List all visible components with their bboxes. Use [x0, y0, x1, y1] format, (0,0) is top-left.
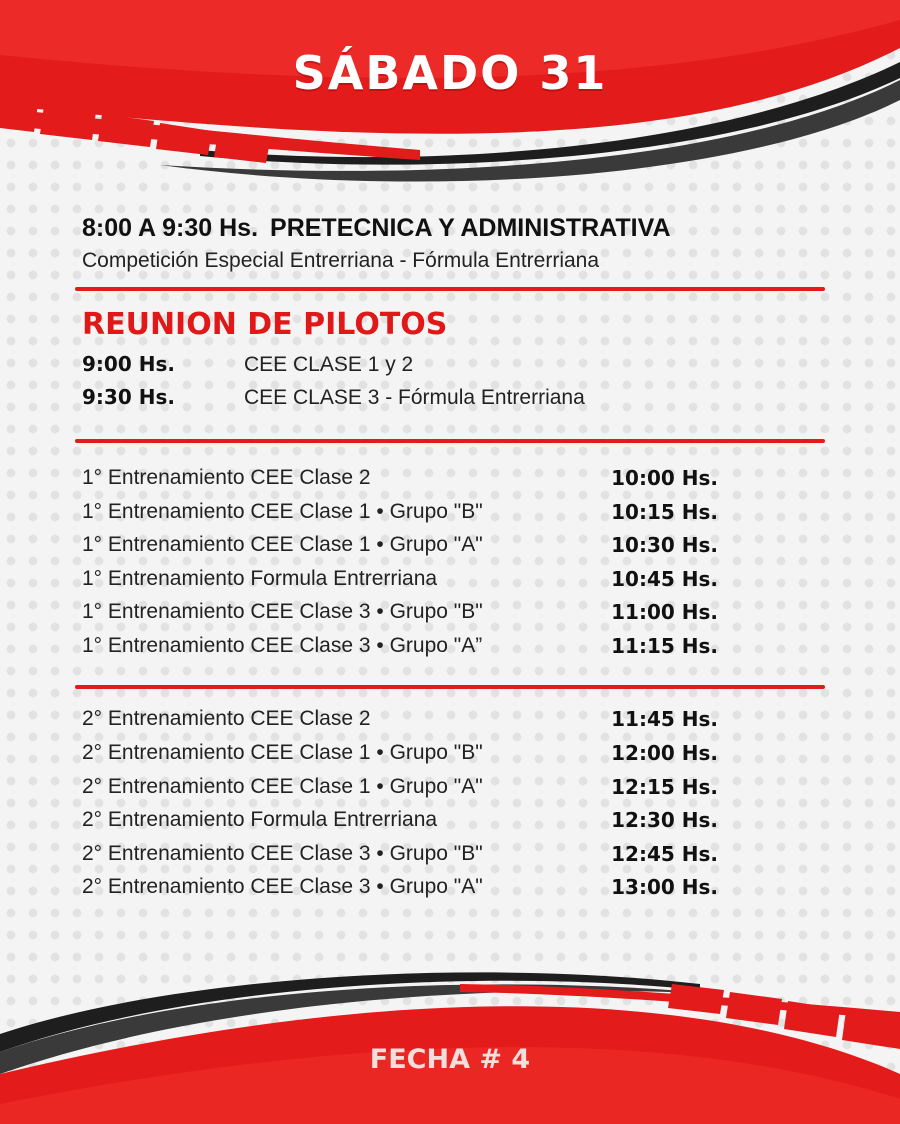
session-name: 2° Entrenamiento CEE Clase 1 • Grupo "B"	[82, 741, 483, 764]
schedule-row	[82, 808, 718, 838]
session-time: 12:00 Hs.	[611, 741, 718, 765]
header-decoration	[0, 0, 900, 215]
reunion-time: 9:00 Hs.	[82, 352, 175, 376]
session-name: 1° Entrenamiento CEE Clase 1 • Grupo "A"	[82, 533, 483, 556]
session-name: 1° Entrenamiento Formula Entrerriana	[82, 567, 438, 590]
session-time: 10:45 Hs.	[611, 567, 718, 591]
session-name: 2° Entrenamiento CEE Clase 1 • Grupo "A"	[82, 775, 483, 798]
reunion-desc: CEE CLASE 3 - Fórmula Entrerriana	[244, 386, 585, 409]
divider	[75, 287, 825, 291]
schedule-row	[82, 741, 718, 771]
session-time: 12:15 Hs.	[611, 775, 718, 799]
page-title: SÁBADO 31	[292, 46, 608, 100]
session-name: 1° Entrenamiento CEE Clase 1 • Grupo "B"	[82, 500, 483, 523]
footer-title: FECHA # 4	[369, 1044, 531, 1075]
schedule-row	[82, 600, 718, 630]
session-time: 12:45 Hs.	[611, 842, 718, 866]
reunion-desc: CEE CLASE 1 y 2	[244, 353, 414, 376]
reunion-title: REUNION DE PILOTOS	[82, 307, 448, 342]
session-name: 1° Entrenamiento CEE Clase 3 • Grupo "A”	[82, 634, 483, 657]
schedule-row	[82, 500, 718, 530]
session-name: 2° Entrenamiento CEE Clase 3 • Grupo "A"	[82, 875, 483, 898]
schedule-row	[82, 634, 718, 664]
session-time: 12:30 Hs.	[611, 808, 718, 832]
schedule-row	[82, 875, 718, 905]
session-time: 11:45 Hs.	[611, 707, 718, 731]
session-time: 10:00 Hs.	[611, 466, 718, 490]
admin-time: 8:00 A 9:30 Hs.	[82, 214, 259, 242]
schedule-row	[82, 707, 718, 737]
schedule-row	[82, 466, 718, 496]
divider	[75, 439, 825, 443]
reunion-time: 9:30 Hs.	[82, 385, 175, 409]
session-time: 11:15 Hs.	[611, 634, 718, 658]
schedule-row	[82, 775, 718, 805]
session-time: 10:30 Hs.	[611, 533, 718, 557]
session-name: 1° Entrenamiento CEE Clase 3 • Grupo "B"	[82, 600, 483, 623]
session-time: 10:15 Hs.	[611, 500, 718, 524]
session-name: 2° Entrenamiento CEE Clase 3 • Grupo "B"	[82, 842, 483, 865]
reunion-row	[82, 352, 413, 377]
admin-subtitle: Competición Especial Entrerriana - Fórmula Entrerriana	[82, 249, 600, 272]
schedule-row	[82, 533, 718, 563]
session-time: 11:00 Hs.	[611, 600, 718, 624]
reunion-row	[82, 385, 585, 410]
divider	[75, 685, 825, 689]
schedule-row	[82, 842, 718, 872]
admin-heading	[82, 214, 671, 243]
session-name: 2° Entrenamiento CEE Clase 2	[82, 707, 371, 730]
session-name: 1° Entrenamiento CEE Clase 2	[82, 466, 371, 489]
session-time: 13:00 Hs.	[611, 875, 718, 899]
schedule-row	[82, 567, 718, 597]
admin-title: PRETECNICA Y ADMINISTRATIVA	[270, 214, 671, 242]
session-name: 2° Entrenamiento Formula Entrerriana	[82, 808, 438, 831]
